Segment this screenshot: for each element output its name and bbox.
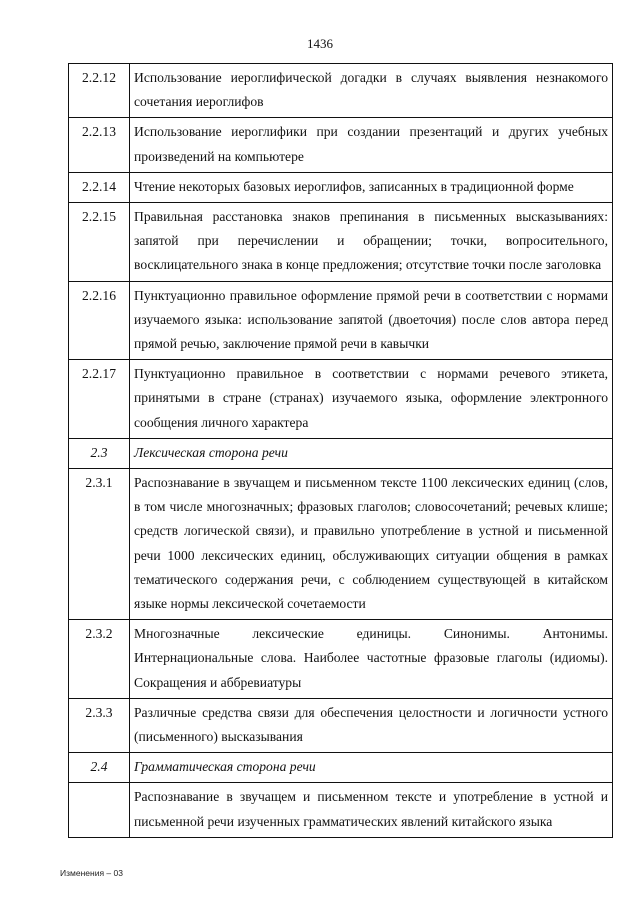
row-number: 2.2.15 bbox=[69, 203, 130, 282]
row-text: Чтение некоторых базовых иероглифов, записанных в традиционной форме bbox=[130, 172, 613, 202]
row-text: Многозначные лексические единицы. Синонимы. Антонимы. Интернациональные слова. Наиболее частотные фразовые глаголы (идиомы). Сокращения и аббревиатуры bbox=[130, 620, 613, 699]
page-number: 1436 bbox=[307, 36, 333, 51]
section-row bbox=[69, 753, 613, 783]
row-text: Пунктуационно правильное в соответствии с нормами речевого этикета, принятыми в стране (странах) изучаемого языка, оформление электронного сообщения личного характера bbox=[130, 360, 613, 439]
section-title: Грамматическая сторона речи bbox=[130, 753, 613, 783]
section-row bbox=[69, 438, 613, 468]
row-text: Правильная расстановка знаков препинания в письменных высказываниях: запятой при перечислении и обращении; точки, вопросительного, восклицательного знака в конце предложения; отсутствие точки после заголовка bbox=[130, 203, 613, 282]
row-number: 2.4 bbox=[69, 753, 130, 783]
row-number bbox=[69, 783, 130, 837]
row-number: 2.2.13 bbox=[69, 118, 130, 172]
row-number: 2.3 bbox=[69, 438, 130, 468]
table-row bbox=[69, 172, 613, 202]
table-row bbox=[69, 203, 613, 282]
row-number: 2.2.12 bbox=[69, 64, 130, 118]
table-row bbox=[69, 698, 613, 752]
table-row bbox=[69, 64, 613, 118]
row-text: Пунктуационно правильное оформление прямой речи в соответствии с нормами изучаемого языка: использование запятой (двоеточия) после слов автора перед прямой речью, заключение прямой речи в кавычки bbox=[130, 281, 613, 360]
row-text: Различные средства связи для обеспечения целостности и логичности устного (письменного) высказывания bbox=[130, 698, 613, 752]
table-row bbox=[69, 469, 613, 620]
row-text: Использование иероглифической догадки в случаях выявления незнакомого сочетания иероглифов bbox=[130, 64, 613, 118]
footer-revision-note: Изменения – 03 bbox=[60, 868, 123, 878]
row-number: 2.3.1 bbox=[69, 469, 130, 620]
table-row bbox=[69, 620, 613, 699]
row-text: Использование иероглифики при создании презентаций и других учебных произведений на компьютере bbox=[130, 118, 613, 172]
table-row bbox=[69, 281, 613, 360]
row-number: 2.2.17 bbox=[69, 360, 130, 439]
row-number: 2.2.14 bbox=[69, 172, 130, 202]
row-number: 2.2.16 bbox=[69, 281, 130, 360]
row-number: 2.3.3 bbox=[69, 698, 130, 752]
row-number: 2.3.2 bbox=[69, 620, 130, 699]
table-row bbox=[69, 118, 613, 172]
row-text: Распознавание в звучащем и письменном тексте 1100 лексических единиц (слов, в том числе многозначных; фразовых глаголов; словосочетаний; речевых клише; средств логической связи), и правильно употребление в устной и письменной речи 1000 лексических единиц, обслуживающих ситуации общения в рамках тематического содержания речи, с соблюдением существующей в китайском языке нормы лексической сочетаемости bbox=[130, 469, 613, 620]
table-row bbox=[69, 783, 613, 837]
section-title: Лексическая сторона речи bbox=[130, 438, 613, 468]
table-row bbox=[69, 360, 613, 439]
row-text: Распознавание в звучащем и письменном тексте и употребление в устной и письменной речи изученных грамматических явлений китайского языка bbox=[130, 783, 613, 837]
curriculum-table bbox=[68, 63, 613, 838]
